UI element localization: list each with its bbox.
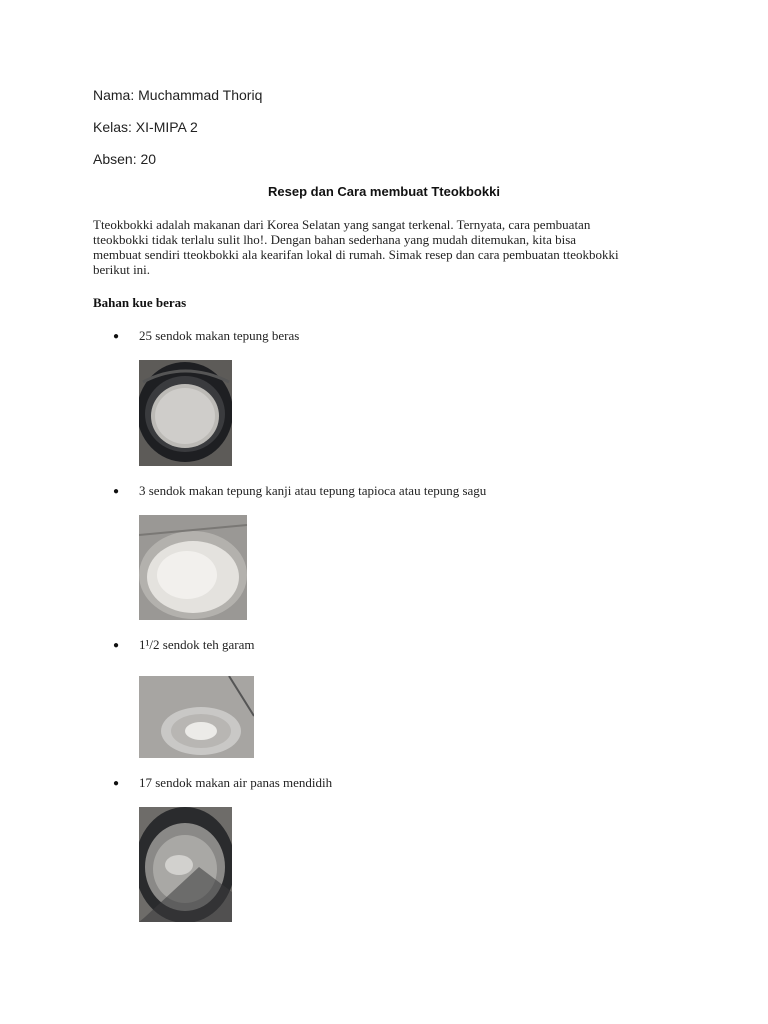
ingredient-item: 1¹/2 sendok teh garam	[139, 637, 255, 652]
intro-line: Tteokbokki adalah makanan dari Korea Selatan yang sangat terkenal. Ternyata, cara pembuatan	[93, 217, 591, 232]
student-class: Kelas: XI-MIPA 2	[93, 119, 198, 135]
intro-line: membuat sendiri tteokbokki ala kearifan lokal di rumah. Simak resep dan cara pembuatan tteokbokki	[93, 247, 619, 262]
tapioca-flour-photo	[139, 515, 247, 620]
rice-flour-photo	[139, 360, 232, 466]
ingredient-item: 17 sendok makan air panas mendidih	[139, 775, 333, 790]
section-heading: Bahan kue beras	[93, 295, 187, 310]
bullet-icon: ●	[113, 778, 120, 789]
bullet-icon: ●	[113, 486, 120, 497]
bullet-icon: ●	[113, 331, 120, 342]
student-absen: Absen: 20	[93, 151, 157, 167]
intro-line: tteokbokki tidak terlalu sulit lho!. Dengan bahan sederhana yang mudah ditemukan, kita bisa	[93, 232, 577, 247]
ingredient-item: 25 sendok makan tepung beras	[139, 328, 300, 343]
intro-paragraph	[93, 217, 678, 277]
hot-water-photo	[139, 807, 232, 922]
ingredient-item: 3 sendok makan tepung kanji atau tepung tapioca atau tepung sagu	[139, 483, 487, 498]
bullet-icon: ●	[113, 640, 120, 651]
document-title: Resep dan Cara membuat Tteokbokki	[268, 184, 500, 199]
student-name: Nama: Muchammad Thoriq	[93, 87, 263, 103]
salt-photo	[139, 676, 254, 758]
intro-line: berikut ini.	[93, 262, 151, 277]
